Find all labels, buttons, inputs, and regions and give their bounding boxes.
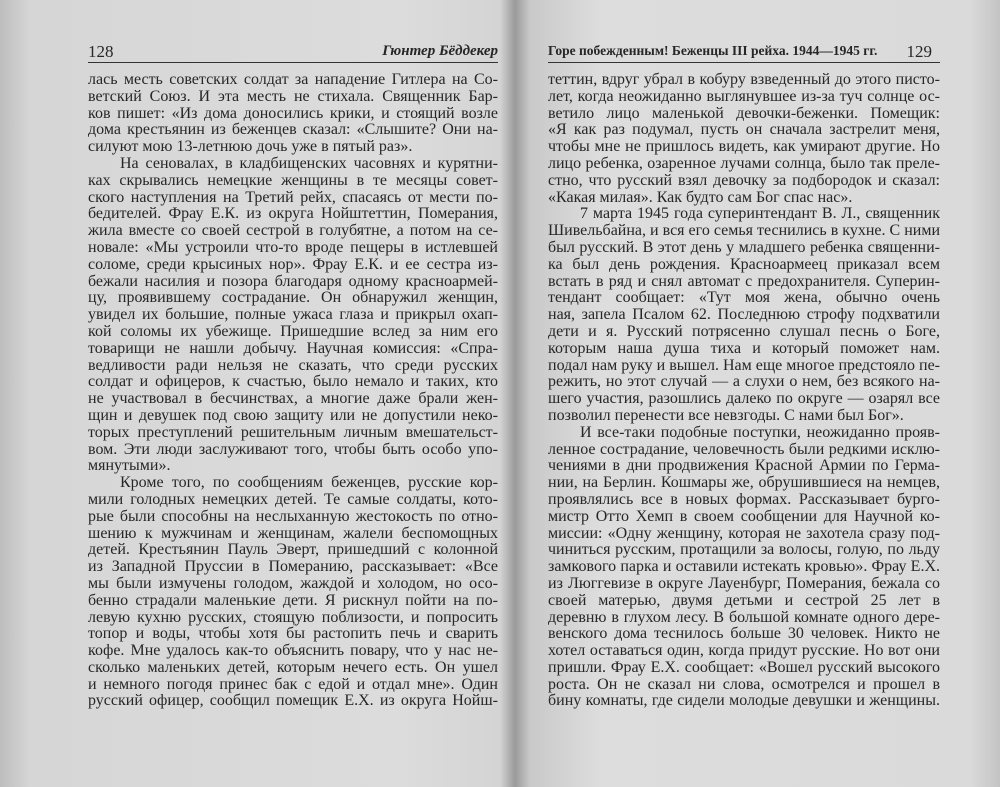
text-line: детей. Крестьянин Пауль Эверт, пришедший с колонной <box>88 542 498 559</box>
text-line: встать в ряд и снял автомат с предохранителя. Суперин- <box>548 273 940 290</box>
text-line: венского дома теснилось больше 30 человек. Никто не <box>548 626 940 643</box>
right-page-body <box>548 72 940 710</box>
text-line: 7 марта 1945 года суперинтендант В. Л., священник <box>580 206 940 223</box>
text-line: из Люггевизе в округе Лауенбург, Померания, бежала со <box>548 575 940 592</box>
text-line: И все-таки подобные поступки, неожиданно прояв- <box>580 424 940 441</box>
text-line: из Западной Пруссии в Померанию, рассказывает: «Все <box>88 559 498 576</box>
text-line: позволил перенести все невзгоды. С нами был Бог». <box>548 407 904 424</box>
text-line: лицо ребенка, озаренное лучами солнца, было так преле- <box>548 155 940 172</box>
text-line: проявлялись все в новых формах. Рассказывает бурго- <box>548 491 940 508</box>
text-line: ков пишет: «Из дома доносились крики, и стоящий возле <box>88 105 498 122</box>
text-line: ского наступления на Третий рейх, спасаясь от мести по- <box>88 189 498 206</box>
text-line: лет, когда неожиданно выглянувшее из-за туч солнце ос- <box>548 88 940 105</box>
text-line: ветский Союз. И эта месть не стихала. Священник Бар- <box>88 88 498 105</box>
text-line: На сеновалах, в кладбищенских часовнях и курятни- <box>120 155 498 172</box>
text-line: чиниться русским, протащили за волосы, голую, по льду <box>548 542 940 559</box>
text-line: торых преступлений решительным личным вмешательст- <box>88 424 498 441</box>
text-line: не участвовал в бесчинствах, а многие даже брали жен- <box>88 391 498 408</box>
text-line: «Какая милая». Как будто сам Бог спас нас». <box>548 189 853 206</box>
text-line: дома крестьянин из беженцев сказал: «Слышите? Они на- <box>88 122 498 139</box>
text-line: пришли. Фрау Е.Х. сообщает: «Вошел русский высокого <box>548 659 940 676</box>
text-line: деревню в глухом лесу. В большой комнате одного дере- <box>548 609 940 626</box>
text-line: солдат и офицеров, к счастью, было немало и таких, кто <box>88 374 498 391</box>
text-line: мы были измучены голодом, жаждой и холодом, но осо- <box>88 575 498 592</box>
text-line: бенно страдали маленькие дети. Я рискнул пойти на по- <box>88 592 498 609</box>
text-line: кой соломы их убежище. Пришедшие вслед за ним его <box>88 323 498 340</box>
text-line: соломе, среди крысиных нор». Фрау Е.К. и ее сестра из- <box>88 256 498 273</box>
text-line: Кроме того, по сообщениям беженцев, русские кор- <box>120 475 498 492</box>
text-line: был русский. В этот день у младшего ребенка священни- <box>548 239 940 256</box>
page-number: 129 <box>906 42 932 61</box>
text-line: замкового парка и оставили истекать кровью». Фрау Е.Х. <box>548 559 940 576</box>
text-line: сколько маленьких детей, которым нечего есть. Он ушел <box>88 659 498 676</box>
text-line: новале: «Мы устроили что-то вроде пещеры в истлевшей <box>88 239 498 256</box>
text-line: цу, проявившему сострадание. Он обнаружил женщин, <box>88 290 498 307</box>
text-line: мистр Отто Хемп в своем сообщении для Научной ко- <box>548 508 940 525</box>
text-line: ленное сострадание, человечность были редкими исклю- <box>548 441 940 458</box>
text-line: нии, на Берлин. Кошмары же, обрушившиеся на немцев, <box>548 475 940 492</box>
text-line: вом. Эти люди заслуживают того, чтобы быть особо упо- <box>88 441 498 458</box>
text-line: шению к мужчинам и женщинам, жалели беспомощных <box>88 525 498 542</box>
text-line: щин и девушек под свою защиту или не допустили неко- <box>88 407 498 424</box>
text-line: мянутыми». <box>88 458 171 475</box>
left-page-header <box>88 40 498 63</box>
text-line: ведливости ради нельзя не сказать, что среди русских <box>88 357 498 374</box>
text-line: подал нам руку и вышел. Нам еще многое предстояло пе- <box>548 357 940 374</box>
text-line: чениями в дни продвижения Красной Армии по Герма- <box>548 458 940 475</box>
running-head: Гюнтер Бёддекер <box>382 43 498 59</box>
text-line: русский офицер, сообщил помещик Е.Х. из округа Нойш- <box>88 693 498 710</box>
text-line: «Я как раз подумал, пусть он сначала застрелит меня, <box>548 122 940 139</box>
text-line: миссии: «Одну женщину, которая не захотела сразу под- <box>548 525 940 542</box>
text-line: жила вместе со своей сестрой в голубятне, а потом на се- <box>88 223 498 240</box>
text-line: шего участия, разошлись далеко по округе — озарял все <box>548 391 940 408</box>
text-line: дети и я. Русский потрясенно слушал песнь о Боге, <box>548 323 940 340</box>
text-line: чтобы мне не пришлось видеть, как умирают другие. Но <box>548 139 940 156</box>
text-line: Шивельбайна, и вся его семья теснились в кухне. С ними <box>548 223 940 240</box>
right-page-header <box>548 40 940 63</box>
text-line: лась месть советских солдат за нападение Гитлера на Со- <box>88 72 498 88</box>
text-line: ках скрывались немецкие женщины в те месяцы совет- <box>88 172 498 189</box>
text-line: хотел оставаться один, когда придут русские. Но вот они <box>548 643 940 660</box>
text-line: бежали насилия и позора благодаря одному красноармей- <box>88 273 498 290</box>
page-number: 128 <box>88 42 114 61</box>
left-page-body <box>88 72 498 710</box>
text-line: бедителей. Фрау Е.К. из округа Нойштеттин, Померания, <box>88 206 498 223</box>
text-line: кофе. Мне удалось как-то объяснить повару, что у нас не- <box>88 643 498 660</box>
text-line: своей матерью, двумя детьми и сестрой 25 лет в <box>548 592 940 609</box>
text-line: которым наша душа тиха и который поможет нам. <box>548 340 940 357</box>
text-line: и немного погодя принес бак с едой и отдал мне». Один <box>88 676 498 693</box>
text-line: ветило лицо маленькой девочки-беженки. Помещик: <box>548 105 940 122</box>
text-line: левую кухню русских, стоящую поблизости, и попросить <box>88 609 498 626</box>
text-line: ка был день рождения. Красноармеец приказал всем <box>548 256 940 273</box>
text-line: теттин, вдруг убрал в кобуру взведенный до этого писто- <box>548 72 940 88</box>
text-line: силуют мою 13-летнюю дочь уже в пятый раз». <box>88 139 413 156</box>
text-line: роста. Он не сказал ни слова, осмотрелся и прошел в <box>548 676 940 693</box>
text-line: ная, запела Псалом 62. Последнюю строфу подхватили <box>548 307 940 324</box>
text-line: режить, но этот случай — а слухи о нем, без всякого на- <box>548 374 940 391</box>
text-line: увидел их большие, полные ужаса глаза и прикрыл охап- <box>88 307 498 324</box>
running-head: Горе побежденным! Беженцы III рейха. 1944—1945 гг. <box>548 43 878 58</box>
text-line: рые были способны на неслыханную жестокость по отно- <box>88 508 498 525</box>
text-line: мили голодных немецких детей. Те самые солдаты, кото- <box>88 491 498 508</box>
text-line: стно, что русский взял девочку за подбородок и сказал: <box>548 172 940 189</box>
text-line: топор и воды, чтобы хотя бы растопить печь и сварить <box>88 626 498 643</box>
text-line: бину комнаты, где сидели молодые девушки и женщины. <box>548 693 940 710</box>
text-line: тендант сообщает: «Тут моя жена, обычно очень <box>548 290 940 307</box>
text-line: товарищи не нашли добычу. Научная комиссия: «Спра- <box>88 340 498 357</box>
